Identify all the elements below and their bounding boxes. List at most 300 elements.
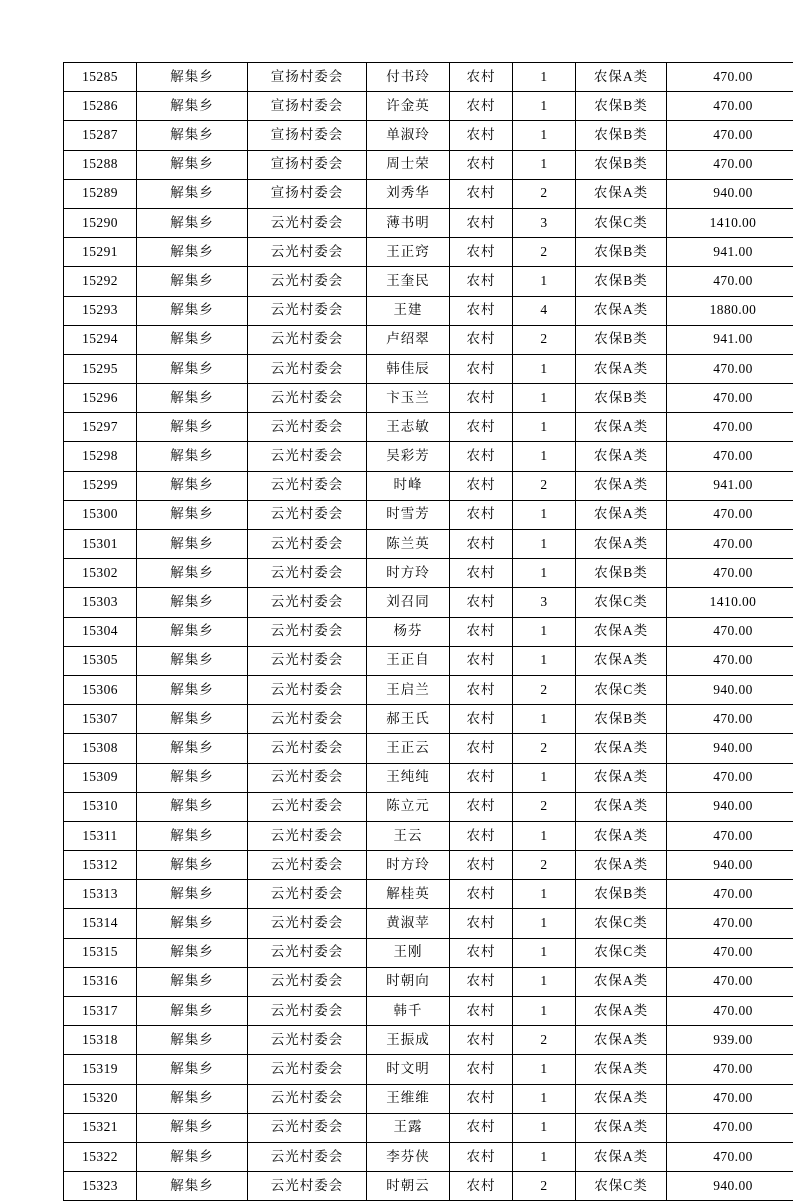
cell-type: 农村 bbox=[450, 997, 513, 1026]
cell-type: 农村 bbox=[450, 646, 513, 675]
cell-type: 农村 bbox=[450, 763, 513, 792]
cell-id: 15319 bbox=[64, 1055, 137, 1084]
cell-town: 解集乡 bbox=[137, 734, 248, 763]
cell-amount: 940.00 bbox=[667, 734, 793, 763]
cell-village: 云光村委会 bbox=[248, 851, 367, 880]
cell-town: 解集乡 bbox=[137, 1113, 248, 1142]
cell-town: 解集乡 bbox=[137, 880, 248, 909]
cell-amount: 470.00 bbox=[667, 821, 793, 850]
cell-amount: 470.00 bbox=[667, 413, 793, 442]
cell-id: 15312 bbox=[64, 851, 137, 880]
cell-count: 1 bbox=[513, 500, 576, 529]
cell-category: 农保A类 bbox=[576, 851, 667, 880]
cell-amount: 470.00 bbox=[667, 646, 793, 675]
cell-type: 农村 bbox=[450, 530, 513, 559]
cell-type: 农村 bbox=[450, 617, 513, 646]
cell-amount: 470.00 bbox=[667, 559, 793, 588]
cell-town: 解集乡 bbox=[137, 909, 248, 938]
cell-amount: 470.00 bbox=[667, 150, 793, 179]
cell-town: 解集乡 bbox=[137, 967, 248, 996]
table-body bbox=[64, 63, 793, 1201]
cell-id: 15322 bbox=[64, 1142, 137, 1171]
cell-id: 15314 bbox=[64, 909, 137, 938]
cell-amount: 470.00 bbox=[667, 354, 793, 383]
cell-id: 15302 bbox=[64, 559, 137, 588]
cell-category: 农保A类 bbox=[576, 617, 667, 646]
cell-village: 云光村委会 bbox=[248, 880, 367, 909]
cell-amount: 470.00 bbox=[667, 617, 793, 646]
cell-category: 农保A类 bbox=[576, 997, 667, 1026]
cell-amount: 470.00 bbox=[667, 909, 793, 938]
cell-village: 云光村委会 bbox=[248, 442, 367, 471]
cell-amount: 470.00 bbox=[667, 500, 793, 529]
cell-amount: 470.00 bbox=[667, 121, 793, 150]
cell-id: 15316 bbox=[64, 967, 137, 996]
cell-category: 农保C类 bbox=[576, 909, 667, 938]
cell-name: 薄书明 bbox=[367, 208, 450, 237]
cell-village: 云光村委会 bbox=[248, 559, 367, 588]
cell-category: 农保A类 bbox=[576, 646, 667, 675]
cell-town: 解集乡 bbox=[137, 1055, 248, 1084]
cell-town: 解集乡 bbox=[137, 1172, 248, 1201]
cell-amount: 941.00 bbox=[667, 471, 793, 500]
cell-village: 云光村委会 bbox=[248, 792, 367, 821]
cell-village: 云光村委会 bbox=[248, 763, 367, 792]
cell-type: 农村 bbox=[450, 705, 513, 734]
cell-type: 农村 bbox=[450, 325, 513, 354]
cell-town: 解集乡 bbox=[137, 63, 248, 92]
cell-count: 1 bbox=[513, 880, 576, 909]
cell-type: 农村 bbox=[450, 208, 513, 237]
cell-amount: 470.00 bbox=[667, 92, 793, 121]
cell-town: 解集乡 bbox=[137, 179, 248, 208]
cell-id: 15304 bbox=[64, 617, 137, 646]
cell-name: 时方玲 bbox=[367, 559, 450, 588]
table-row bbox=[64, 792, 793, 821]
cell-amount: 470.00 bbox=[667, 997, 793, 1026]
cell-id: 15299 bbox=[64, 471, 137, 500]
cell-count: 2 bbox=[513, 238, 576, 267]
table-row bbox=[64, 763, 793, 792]
cell-village: 云光村委会 bbox=[248, 821, 367, 850]
cell-name: 王正云 bbox=[367, 734, 450, 763]
cell-category: 农保A类 bbox=[576, 792, 667, 821]
table-row bbox=[64, 997, 793, 1026]
cell-type: 农村 bbox=[450, 821, 513, 850]
table-row bbox=[64, 413, 793, 442]
cell-count: 1 bbox=[513, 909, 576, 938]
table-row bbox=[64, 63, 793, 92]
cell-type: 农村 bbox=[450, 909, 513, 938]
cell-id: 15295 bbox=[64, 354, 137, 383]
cell-count: 1 bbox=[513, 559, 576, 588]
table-row bbox=[64, 150, 793, 179]
cell-type: 农村 bbox=[450, 413, 513, 442]
cell-amount: 939.00 bbox=[667, 1026, 793, 1055]
cell-id: 15305 bbox=[64, 646, 137, 675]
cell-amount: 470.00 bbox=[667, 967, 793, 996]
cell-name: 郝王氏 bbox=[367, 705, 450, 734]
cell-amount: 470.00 bbox=[667, 1113, 793, 1142]
table-row bbox=[64, 675, 793, 704]
cell-category: 农保B类 bbox=[576, 880, 667, 909]
cell-amount: 940.00 bbox=[667, 1172, 793, 1201]
cell-town: 解集乡 bbox=[137, 442, 248, 471]
table-row bbox=[64, 1113, 793, 1142]
cell-name: 解桂英 bbox=[367, 880, 450, 909]
beneficiary-records-table bbox=[63, 62, 793, 1201]
cell-village: 云光村委会 bbox=[248, 1172, 367, 1201]
cell-amount: 940.00 bbox=[667, 792, 793, 821]
cell-id: 15323 bbox=[64, 1172, 137, 1201]
cell-count: 1 bbox=[513, 442, 576, 471]
cell-count: 1 bbox=[513, 997, 576, 1026]
cell-name: 付书玲 bbox=[367, 63, 450, 92]
cell-village: 宣扬村委会 bbox=[248, 121, 367, 150]
cell-count: 1 bbox=[513, 63, 576, 92]
table-row bbox=[64, 967, 793, 996]
cell-town: 解集乡 bbox=[137, 384, 248, 413]
cell-village: 宣扬村委会 bbox=[248, 63, 367, 92]
cell-type: 农村 bbox=[450, 1113, 513, 1142]
cell-count: 2 bbox=[513, 325, 576, 354]
cell-category: 农保B类 bbox=[576, 238, 667, 267]
cell-id: 15321 bbox=[64, 1113, 137, 1142]
cell-id: 15287 bbox=[64, 121, 137, 150]
cell-town: 解集乡 bbox=[137, 705, 248, 734]
cell-town: 解集乡 bbox=[137, 92, 248, 121]
cell-name: 周士荣 bbox=[367, 150, 450, 179]
cell-village: 宣扬村委会 bbox=[248, 150, 367, 179]
cell-name: 王云 bbox=[367, 821, 450, 850]
cell-type: 农村 bbox=[450, 442, 513, 471]
cell-village: 云光村委会 bbox=[248, 1142, 367, 1171]
cell-town: 解集乡 bbox=[137, 267, 248, 296]
cell-count: 1 bbox=[513, 92, 576, 121]
cell-id: 15311 bbox=[64, 821, 137, 850]
cell-category: 农保A类 bbox=[576, 354, 667, 383]
cell-id: 15310 bbox=[64, 792, 137, 821]
cell-town: 解集乡 bbox=[137, 997, 248, 1026]
cell-amount: 470.00 bbox=[667, 384, 793, 413]
cell-category: 农保B类 bbox=[576, 559, 667, 588]
table-row bbox=[64, 617, 793, 646]
cell-count: 2 bbox=[513, 792, 576, 821]
cell-id: 15315 bbox=[64, 938, 137, 967]
cell-village: 宣扬村委会 bbox=[248, 179, 367, 208]
cell-count: 1 bbox=[513, 763, 576, 792]
cell-village: 云光村委会 bbox=[248, 967, 367, 996]
table-row bbox=[64, 909, 793, 938]
cell-name: 刘召同 bbox=[367, 588, 450, 617]
cell-count: 1 bbox=[513, 1055, 576, 1084]
cell-category: 农保A类 bbox=[576, 1055, 667, 1084]
cell-type: 农村 bbox=[450, 150, 513, 179]
cell-type: 农村 bbox=[450, 880, 513, 909]
cell-count: 4 bbox=[513, 296, 576, 325]
cell-village: 云光村委会 bbox=[248, 1113, 367, 1142]
cell-town: 解集乡 bbox=[137, 150, 248, 179]
cell-name: 吴彩芳 bbox=[367, 442, 450, 471]
cell-category: 农保A类 bbox=[576, 442, 667, 471]
table-row bbox=[64, 938, 793, 967]
cell-town: 解集乡 bbox=[137, 1084, 248, 1113]
cell-type: 农村 bbox=[450, 471, 513, 500]
cell-type: 农村 bbox=[450, 179, 513, 208]
cell-name: 李芬侠 bbox=[367, 1142, 450, 1171]
cell-id: 15309 bbox=[64, 763, 137, 792]
cell-amount: 470.00 bbox=[667, 1142, 793, 1171]
cell-category: 农保B类 bbox=[576, 325, 667, 354]
cell-town: 解集乡 bbox=[137, 530, 248, 559]
cell-amount: 1880.00 bbox=[667, 296, 793, 325]
cell-name: 王振成 bbox=[367, 1026, 450, 1055]
cell-town: 解集乡 bbox=[137, 500, 248, 529]
cell-type: 农村 bbox=[450, 792, 513, 821]
table-row bbox=[64, 354, 793, 383]
cell-name: 杨芬 bbox=[367, 617, 450, 646]
cell-town: 解集乡 bbox=[137, 792, 248, 821]
table-row bbox=[64, 1142, 793, 1171]
cell-type: 农村 bbox=[450, 734, 513, 763]
cell-type: 农村 bbox=[450, 1026, 513, 1055]
cell-type: 农村 bbox=[450, 121, 513, 150]
cell-name: 王建 bbox=[367, 296, 450, 325]
cell-town: 解集乡 bbox=[137, 471, 248, 500]
cell-count: 1 bbox=[513, 705, 576, 734]
cell-name: 黄淑苹 bbox=[367, 909, 450, 938]
table-row bbox=[64, 471, 793, 500]
cell-village: 云光村委会 bbox=[248, 909, 367, 938]
cell-name: 王维维 bbox=[367, 1084, 450, 1113]
cell-id: 15303 bbox=[64, 588, 137, 617]
cell-count: 2 bbox=[513, 675, 576, 704]
table-row bbox=[64, 208, 793, 237]
cell-count: 1 bbox=[513, 384, 576, 413]
cell-amount: 940.00 bbox=[667, 851, 793, 880]
cell-id: 15317 bbox=[64, 997, 137, 1026]
cell-village: 云光村委会 bbox=[248, 238, 367, 267]
table-row bbox=[64, 588, 793, 617]
cell-type: 农村 bbox=[450, 296, 513, 325]
cell-town: 解集乡 bbox=[137, 646, 248, 675]
cell-name: 时朝向 bbox=[367, 967, 450, 996]
cell-village: 云光村委会 bbox=[248, 938, 367, 967]
cell-type: 农村 bbox=[450, 354, 513, 383]
cell-name: 韩佳辰 bbox=[367, 354, 450, 383]
cell-count: 1 bbox=[513, 267, 576, 296]
cell-village: 云光村委会 bbox=[248, 675, 367, 704]
table-row bbox=[64, 238, 793, 267]
cell-count: 1 bbox=[513, 530, 576, 559]
table-row bbox=[64, 734, 793, 763]
cell-name: 韩千 bbox=[367, 997, 450, 1026]
cell-category: 农保A类 bbox=[576, 530, 667, 559]
cell-id: 15288 bbox=[64, 150, 137, 179]
cell-category: 农保A类 bbox=[576, 763, 667, 792]
cell-count: 2 bbox=[513, 1026, 576, 1055]
cell-town: 解集乡 bbox=[137, 1026, 248, 1055]
cell-amount: 470.00 bbox=[667, 63, 793, 92]
cell-name: 单淑玲 bbox=[367, 121, 450, 150]
table-row bbox=[64, 442, 793, 471]
cell-town: 解集乡 bbox=[137, 208, 248, 237]
cell-count: 1 bbox=[513, 617, 576, 646]
cell-name: 时文明 bbox=[367, 1055, 450, 1084]
table-row bbox=[64, 325, 793, 354]
cell-id: 15320 bbox=[64, 1084, 137, 1113]
table-row bbox=[64, 530, 793, 559]
table-row bbox=[64, 179, 793, 208]
cell-name: 时峰 bbox=[367, 471, 450, 500]
cell-id: 15293 bbox=[64, 296, 137, 325]
cell-town: 解集乡 bbox=[137, 325, 248, 354]
cell-count: 2 bbox=[513, 1172, 576, 1201]
cell-category: 农保B类 bbox=[576, 150, 667, 179]
cell-name: 陈兰英 bbox=[367, 530, 450, 559]
cell-id: 15298 bbox=[64, 442, 137, 471]
table-row bbox=[64, 646, 793, 675]
cell-count: 2 bbox=[513, 179, 576, 208]
cell-village: 云光村委会 bbox=[248, 267, 367, 296]
cell-town: 解集乡 bbox=[137, 617, 248, 646]
cell-id: 15297 bbox=[64, 413, 137, 442]
cell-category: 农保B类 bbox=[576, 384, 667, 413]
cell-id: 15308 bbox=[64, 734, 137, 763]
cell-village: 云光村委会 bbox=[248, 997, 367, 1026]
cell-amount: 941.00 bbox=[667, 325, 793, 354]
cell-amount: 470.00 bbox=[667, 705, 793, 734]
cell-type: 农村 bbox=[450, 1055, 513, 1084]
cell-amount: 470.00 bbox=[667, 267, 793, 296]
cell-village: 云光村委会 bbox=[248, 1026, 367, 1055]
cell-name: 卞玉兰 bbox=[367, 384, 450, 413]
cell-amount: 470.00 bbox=[667, 938, 793, 967]
cell-town: 解集乡 bbox=[137, 821, 248, 850]
cell-village: 云光村委会 bbox=[248, 646, 367, 675]
cell-count: 1 bbox=[513, 938, 576, 967]
cell-name: 王露 bbox=[367, 1113, 450, 1142]
table-row bbox=[64, 821, 793, 850]
cell-category: 农保B类 bbox=[576, 267, 667, 296]
cell-village: 云光村委会 bbox=[248, 384, 367, 413]
cell-amount: 470.00 bbox=[667, 1055, 793, 1084]
cell-id: 15300 bbox=[64, 500, 137, 529]
cell-town: 解集乡 bbox=[137, 559, 248, 588]
cell-name: 陈立元 bbox=[367, 792, 450, 821]
cell-category: 农保B类 bbox=[576, 92, 667, 121]
cell-category: 农保A类 bbox=[576, 967, 667, 996]
cell-count: 1 bbox=[513, 967, 576, 996]
cell-town: 解集乡 bbox=[137, 413, 248, 442]
cell-type: 农村 bbox=[450, 559, 513, 588]
cell-id: 15292 bbox=[64, 267, 137, 296]
cell-amount: 1410.00 bbox=[667, 208, 793, 237]
cell-type: 农村 bbox=[450, 267, 513, 296]
cell-id: 15306 bbox=[64, 675, 137, 704]
cell-count: 1 bbox=[513, 150, 576, 179]
cell-amount: 470.00 bbox=[667, 530, 793, 559]
cell-town: 解集乡 bbox=[137, 121, 248, 150]
cell-village: 云光村委会 bbox=[248, 325, 367, 354]
cell-count: 2 bbox=[513, 851, 576, 880]
cell-village: 云光村委会 bbox=[248, 705, 367, 734]
cell-count: 1 bbox=[513, 354, 576, 383]
cell-type: 农村 bbox=[450, 238, 513, 267]
table-row bbox=[64, 500, 793, 529]
cell-category: 农保C类 bbox=[576, 938, 667, 967]
cell-count: 1 bbox=[513, 1142, 576, 1171]
cell-id: 15289 bbox=[64, 179, 137, 208]
table-row bbox=[64, 559, 793, 588]
cell-name: 王正自 bbox=[367, 646, 450, 675]
cell-amount: 941.00 bbox=[667, 238, 793, 267]
cell-town: 解集乡 bbox=[137, 588, 248, 617]
cell-type: 农村 bbox=[450, 967, 513, 996]
cell-category: 农保C类 bbox=[576, 675, 667, 704]
cell-category: 农保B类 bbox=[576, 121, 667, 150]
cell-category: 农保A类 bbox=[576, 413, 667, 442]
cell-type: 农村 bbox=[450, 63, 513, 92]
cell-id: 15286 bbox=[64, 92, 137, 121]
cell-count: 1 bbox=[513, 121, 576, 150]
cell-count: 1 bbox=[513, 1113, 576, 1142]
cell-category: 农保A类 bbox=[576, 1142, 667, 1171]
cell-town: 解集乡 bbox=[137, 1142, 248, 1171]
cell-count: 1 bbox=[513, 821, 576, 850]
cell-name: 王志敏 bbox=[367, 413, 450, 442]
cell-village: 云光村委会 bbox=[248, 734, 367, 763]
cell-category: 农保C类 bbox=[576, 1172, 667, 1201]
table-row bbox=[64, 384, 793, 413]
cell-village: 云光村委会 bbox=[248, 208, 367, 237]
cell-category: 农保C类 bbox=[576, 208, 667, 237]
cell-count: 3 bbox=[513, 588, 576, 617]
cell-category: 农保A类 bbox=[576, 63, 667, 92]
cell-village: 云光村委会 bbox=[248, 296, 367, 325]
table-row bbox=[64, 1026, 793, 1055]
cell-village: 云光村委会 bbox=[248, 588, 367, 617]
cell-amount: 470.00 bbox=[667, 1084, 793, 1113]
cell-amount: 470.00 bbox=[667, 880, 793, 909]
cell-name: 卢绍翠 bbox=[367, 325, 450, 354]
cell-id: 15296 bbox=[64, 384, 137, 413]
cell-type: 农村 bbox=[450, 1084, 513, 1113]
cell-type: 农村 bbox=[450, 500, 513, 529]
table-row bbox=[64, 1084, 793, 1113]
cell-amount: 470.00 bbox=[667, 442, 793, 471]
cell-type: 农村 bbox=[450, 851, 513, 880]
cell-count: 1 bbox=[513, 413, 576, 442]
table-row bbox=[64, 296, 793, 325]
cell-category: 农保A类 bbox=[576, 500, 667, 529]
cell-category: 农保A类 bbox=[576, 471, 667, 500]
cell-category: 农保B类 bbox=[576, 705, 667, 734]
cell-name: 王奎民 bbox=[367, 267, 450, 296]
cell-id: 15301 bbox=[64, 530, 137, 559]
table-row bbox=[64, 267, 793, 296]
cell-category: 农保A类 bbox=[576, 1113, 667, 1142]
table-row bbox=[64, 121, 793, 150]
cell-category: 农保A类 bbox=[576, 821, 667, 850]
cell-name: 时雪芳 bbox=[367, 500, 450, 529]
cell-count: 1 bbox=[513, 646, 576, 675]
cell-name: 王纯纯 bbox=[367, 763, 450, 792]
cell-village: 宣扬村委会 bbox=[248, 92, 367, 121]
cell-id: 15294 bbox=[64, 325, 137, 354]
cell-type: 农村 bbox=[450, 92, 513, 121]
table-row bbox=[64, 705, 793, 734]
